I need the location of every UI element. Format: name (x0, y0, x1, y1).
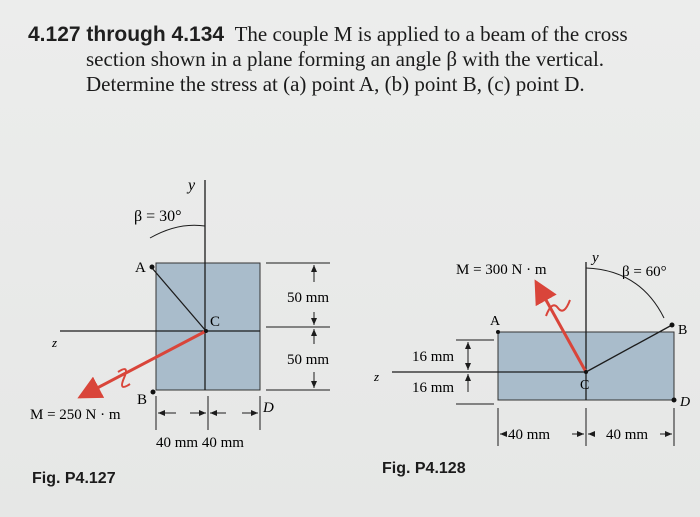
fig128-b-label: B (678, 323, 688, 338)
fig128-dim-left: 40 mm (508, 427, 551, 443)
problem-line-3: Determine the stress at (a) point A, (b) point B, (c) point D. (86, 72, 585, 96)
fig127-dim-bottom: 50 mm (287, 352, 330, 368)
fig128-d-label: D (680, 395, 691, 410)
fig128-point-c (584, 370, 588, 374)
fig127-dim-top: 50 mm (287, 290, 330, 306)
fig128-diagram (373, 250, 690, 446)
fig128-beta-label: β = 60° (622, 264, 667, 280)
fig128-moment-label: M = 300 N · m (456, 262, 547, 278)
fig128-dim-bottom: 16 mm (412, 380, 455, 396)
fig128-dim-right: 40 mm (606, 427, 649, 443)
fig127-diagram (30, 177, 330, 451)
fig128-point-b (670, 323, 675, 328)
fig127-a-label: A (135, 260, 146, 276)
fig127-c-label: C (210, 314, 221, 330)
fig128-c-label: C (580, 378, 590, 393)
fig127-cross-section (156, 263, 260, 390)
fig127-beta-label: β = 30° (134, 208, 182, 225)
fig127-point-c (204, 329, 208, 333)
fig127-caption: Fig. P4.127 (32, 470, 116, 487)
problem-number: 4.127 through 4.134 (28, 23, 225, 46)
fig128-a-label: A (490, 314, 501, 329)
fig127-point-a (150, 265, 155, 270)
fig127-moment-label: M = 250 N · m (30, 407, 121, 423)
fig127-dim-width: 40 mm 40 mm (156, 435, 244, 451)
fig128-point-a (496, 330, 500, 334)
problem-line-2: section shown in a plane forming an angle β with the vertical. (86, 47, 605, 71)
problem-text-1: The couple M is applied to a beam of the cross (234, 22, 628, 46)
fig127-point-b (151, 390, 156, 395)
fig128-y-label: y (592, 250, 599, 266)
fig127-b-label: B (137, 392, 148, 408)
fig128-dim-top: 16 mm (412, 349, 455, 365)
fig128-caption: Fig. P4.128 (382, 460, 466, 477)
fig128-z-label: z (374, 369, 380, 384)
fig127-d-label: D (263, 400, 274, 416)
fig128-point-d (672, 398, 677, 403)
fig127-z-label: z (52, 335, 58, 350)
fig127-y-label: y (188, 177, 196, 194)
